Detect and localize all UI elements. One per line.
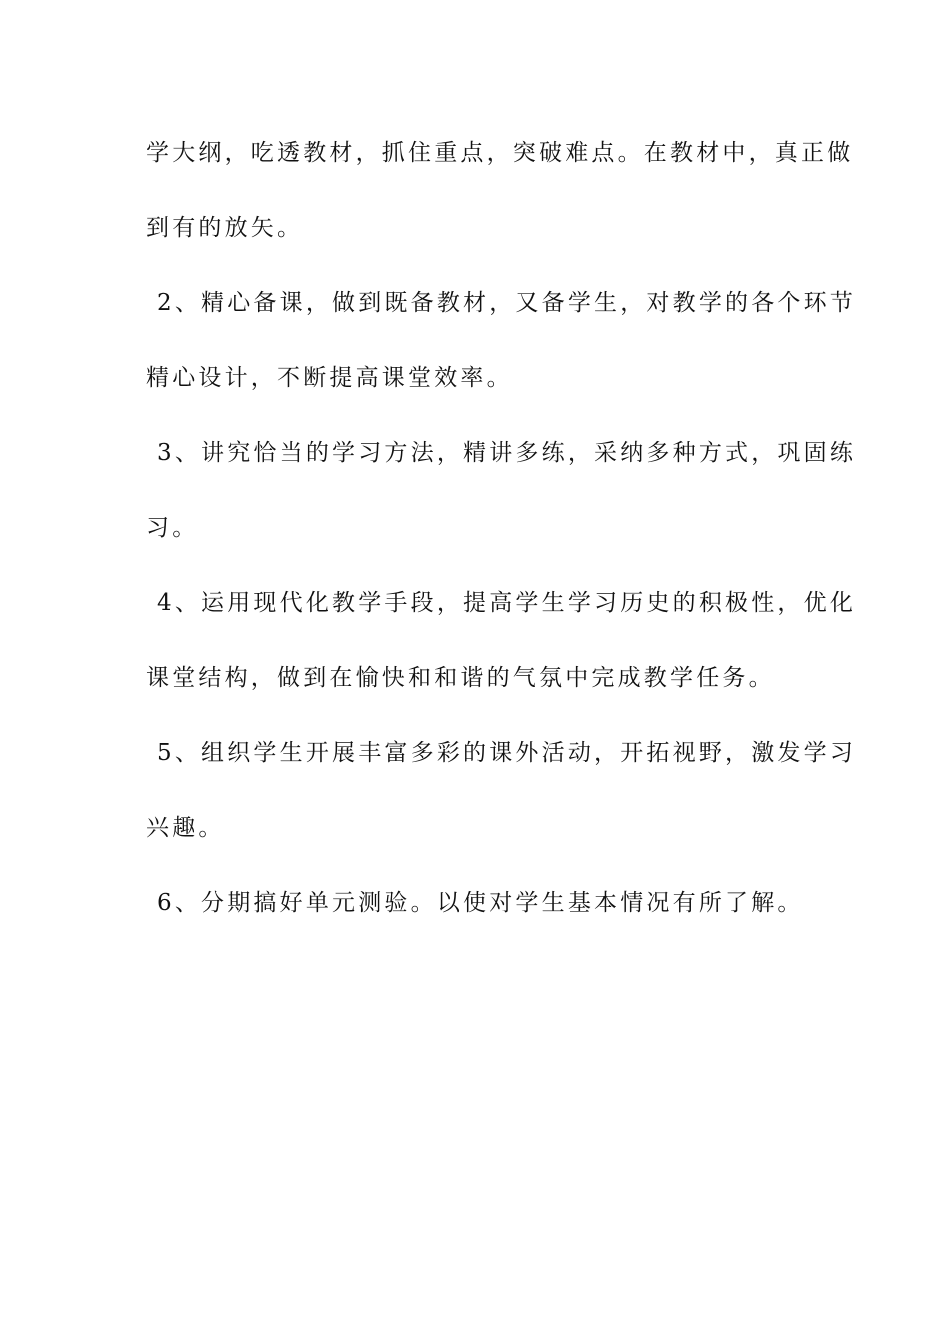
list-item-2: 2、精心备课，做到既备教材，又备学生，对教学的各个环节 [157,290,857,316]
list-item-3: 3、讲究恰当的学习方法，精讲多练，采纳多种方式，巩固练 [157,440,857,466]
list-item-5: 5、组织学生开展丰富多彩的课外活动，开拓视野，激发学习 [157,740,857,766]
list-item-4: 4、运用现代化教学手段，提高学生学习历史的积极性，优化 [157,590,857,616]
text-line: 兴趣。 [146,815,225,841]
text-line: 学大纲，吃透教材，抓住重点，突破难点。在教材中，真正做 [146,140,854,166]
document-body [146,128,857,953]
text-line: 习。 [146,515,199,541]
text-line: 课堂结构，做到在愉快和和谐的气氛中完成教学任务。 [146,665,775,691]
text-line: 精心设计，不断提高课堂效率。 [146,365,513,391]
text-line: 到有的放矢。 [146,215,304,241]
list-item-6: 6、分期搞好单元测验。以使对学生基本情况有所了解。 [157,890,804,916]
